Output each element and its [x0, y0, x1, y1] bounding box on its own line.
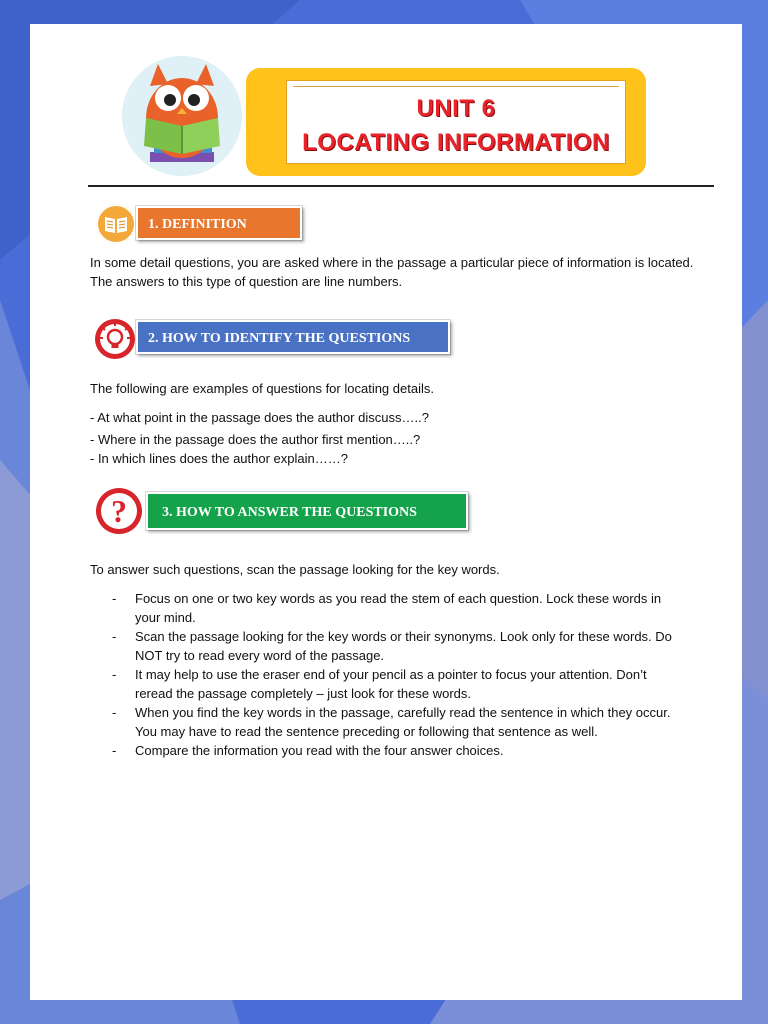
- unit-number: UNIT 6: [416, 95, 496, 122]
- page-title: LOCATING INFORMATION: [302, 129, 610, 156]
- section-heading-answer: 3. HOW TO ANSWER THE QUESTIONS: [146, 492, 468, 530]
- title-card: [286, 80, 626, 164]
- list-dash: -: [112, 743, 117, 758]
- book-icon: [96, 204, 136, 244]
- owl-reading-icon: [122, 56, 242, 176]
- answer-step-1-line-2: your mind.: [135, 610, 196, 625]
- identify-example-1: - At what point in the passage does the author discuss…..?: [90, 410, 429, 425]
- title-rule: [293, 86, 619, 87]
- list-dash: -: [112, 667, 117, 682]
- definition-line-1: In some detail questions, you are asked where in the passage a particular piece of information is located.: [90, 255, 694, 270]
- answer-step-2-line-2: NOT try to read every word of the passage.: [135, 648, 385, 663]
- identify-intro: The following are examples of questions for locating details.: [90, 381, 434, 396]
- list-dash: -: [112, 591, 117, 606]
- definition-line-2: The answers to this type of question are line numbers.: [90, 274, 403, 289]
- answer-step-3-line-2: reread the passage completely – just look for these words.: [135, 686, 472, 701]
- header-divider: [88, 185, 714, 187]
- owl-mascot: [122, 56, 242, 176]
- identify-example-2: - Where in the passage does the author first mention…..?: [90, 432, 421, 447]
- answer-step-2-line-1: Scan the passage looking for the key words or their synonyms. Look only for these words. Do: [135, 629, 672, 644]
- svg-text:?: ?: [111, 493, 127, 529]
- answer-step-1-line-1: Focus on one or two key words as you read the stem of each question. Lock these words in: [135, 591, 662, 606]
- answer-step-5-line-1: Compare the information you read with the four answer choices.: [135, 743, 504, 758]
- answer-step-4-line-2: You may have to read the sentence preceding or following that sentence as well.: [135, 724, 598, 739]
- list-dash: -: [112, 705, 117, 720]
- document-page: [30, 24, 742, 1000]
- section-heading-identify: 2. HOW TO IDENTIFY THE QUESTIONS: [136, 320, 450, 354]
- section-heading-definition: 1. DEFINITION: [136, 206, 302, 240]
- answer-step-4-line-1: When you find the key words in the passage, carefully read the sentence in which they occur.: [135, 705, 671, 720]
- title-banner: [246, 68, 646, 176]
- identify-example-3: - In which lines does the author explain……?: [90, 451, 348, 466]
- question-mark-icon: [94, 486, 144, 536]
- lightbulb-icon: [94, 318, 134, 358]
- answer-step-3-line-1: It may help to use the eraser end of your pencil as a pointer to focus your attention. Don’t: [135, 667, 647, 682]
- list-dash: -: [112, 629, 117, 644]
- answer-intro: To answer such questions, scan the passage looking for the key words.: [90, 562, 500, 577]
